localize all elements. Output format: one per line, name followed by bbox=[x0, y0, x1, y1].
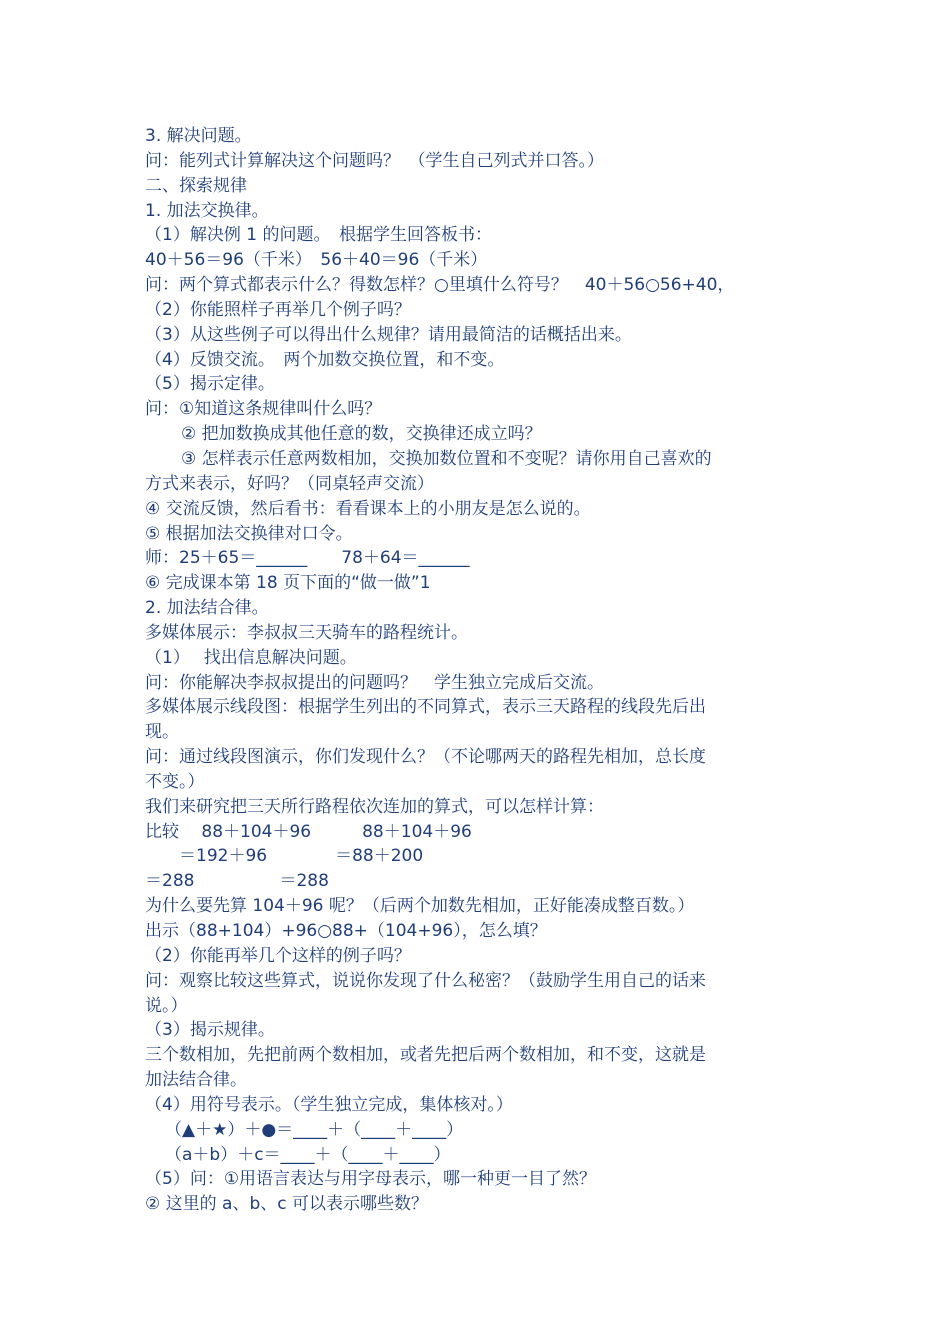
text-line: （2）你能照样子再举几个例子吗？ bbox=[145, 299, 411, 320]
text-line: 三个数相加，先把前两个数相加，或者先把后两个数相加，和不变，这就是 bbox=[145, 1045, 706, 1066]
text-line: 我们来研究把三天所行路程依次连加的算式，可以怎样计算： bbox=[145, 796, 604, 817]
text-line: 不变。） bbox=[145, 771, 205, 792]
text-line: （3）从这些例子可以得出什么规律？请用最简洁的话概括出来。 bbox=[145, 324, 632, 345]
text-line: 问：能列式计算解决这个问题吗？ （学生自己列式并口答。） bbox=[145, 150, 604, 171]
text-line: 方式来表示，好吗？（同桌轻声交流） bbox=[145, 473, 434, 494]
equation-line: ＝288 ＝288 bbox=[145, 871, 329, 892]
text-line: （1） 找出信息解决问题。 bbox=[145, 647, 357, 668]
text-line: （5）问：①用语言表达与用字母表示，哪一种更一目了然？ bbox=[145, 1169, 597, 1190]
text-line: （3）揭示规律。 bbox=[145, 1020, 275, 1041]
text-line: ⑥ 完成课本第 18 页下面的“做一做”1 bbox=[145, 573, 431, 594]
equation-line: 比较 88＋104＋96 88＋104＋96 bbox=[145, 821, 472, 842]
text-line: 师：25＋65＝______ 78＋64＝______ bbox=[145, 548, 470, 569]
text-line: （2）你能再举几个这样的例子吗？ bbox=[145, 945, 411, 966]
text-line: 多媒体展示：李叔叔三天骑车的路程统计。 bbox=[145, 622, 468, 643]
text-line: 出示（88+104）+96○88+（104+96），怎么填？ bbox=[145, 921, 547, 941]
text-line: （5）揭示定律。 bbox=[145, 374, 275, 395]
text-line: （4）反馈交流。 两个加数交换位置，和不变。 bbox=[145, 349, 505, 370]
text-line: 问：通过线段图演示，你们发现什么？（不论哪两天的路程先相加，总长度 bbox=[145, 747, 706, 768]
text-line: （1）解决例 1 的问题。 根据学生回答板书： bbox=[145, 225, 492, 246]
text-line: 40＋56＝96（千米） 56＋40＝96（千米） bbox=[145, 250, 488, 271]
text-line: （4）用符号表示。（学生独立完成，集体核对。） bbox=[145, 1094, 513, 1115]
document-body bbox=[145, 124, 815, 1217]
text-line: 问：观察比较这些算式，说说你发现了什么秘密？（鼓励学生用自己的话来 bbox=[145, 970, 706, 991]
text-line: 加法结合律。 bbox=[145, 1070, 247, 1091]
text-line: 现。 bbox=[145, 722, 179, 743]
text-line: ④ 交流反馈，然后看书：看看课本上的小朋友是怎么说的。 bbox=[145, 498, 591, 519]
section-heading: 二、探索规律 bbox=[145, 175, 247, 196]
equation-line: （a＋b）＋c＝____＋（____＋____） bbox=[165, 1144, 451, 1165]
text-line: ② 把加数换成其他任意的数，交换律还成立吗？ bbox=[181, 424, 542, 445]
equation-line: ＝192＋96 ＝88＋200 bbox=[145, 846, 424, 867]
text-line: 问：两个算式都表示什么？得数怎样？○里填什么符号？ 40＋56○56+40， bbox=[145, 275, 735, 296]
text-line: 多媒体展示线段图：根据学生列出的不同算式，表示三天路程的线段先后出 bbox=[145, 697, 706, 718]
equation-line: （▲＋★）＋●＝____＋（____＋____） bbox=[165, 1119, 464, 1140]
text-line: ⑤ 根据加法交换律对口令。 bbox=[145, 523, 353, 544]
text-line: 为什么要先算 104＋96 呢？（后两个加数先相加，正好能凑成整百数。） bbox=[145, 896, 695, 917]
text-line: 问：你能解决李叔叔提出的问题吗？ 学生独立完成后交流。 bbox=[145, 672, 604, 693]
text-line: ③ 怎样表示任意两数相加，交换加数位置和不变呢？请你用自己喜欢的 bbox=[181, 448, 712, 469]
subsection-heading: 2. 加法结合律。 bbox=[145, 598, 269, 619]
text-line: 说。） bbox=[145, 995, 188, 1016]
text-line: ② 这里的 a、b、c 可以表示哪些数？ bbox=[145, 1194, 429, 1215]
subsection-heading: 1. 加法交换律。 bbox=[145, 200, 269, 221]
text-line: 问：①知道这条规律叫什么吗？ bbox=[145, 399, 382, 420]
text-line: 3. 解决问题。 bbox=[145, 126, 252, 146]
